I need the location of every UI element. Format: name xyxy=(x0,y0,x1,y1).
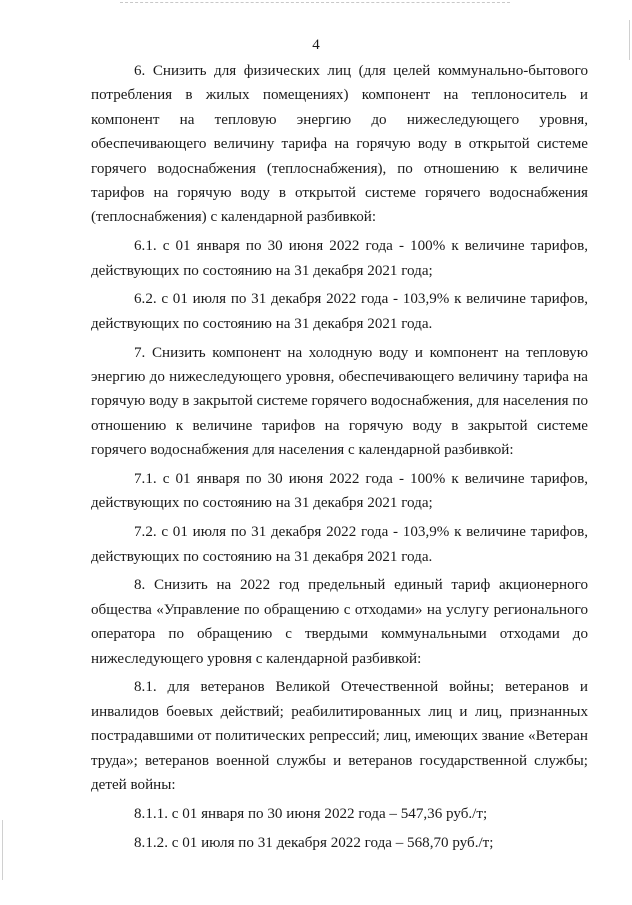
left-edge-mark xyxy=(2,820,3,880)
paragraph-6: 6. Снизить для физических лиц (для целей коммунально-бытового потребления в жилых помещениях) компонент на теплоноситель и компонент на тепловую энергию до нижеследующего уровня, обеспечивающего величину тарифа на горячую воду в открытой системе горячего водоснабжения (теплоснабжения), по отношению к величине тарифов на горячую воду в открытой системе горячего водоснабжения (теплоснабжения) с календарной разбивкой: xyxy=(91,63,588,226)
paragraph-8-1-1: 8.1.1. с 01 января по 30 июня 2022 года – 547,36 руб./т; xyxy=(134,805,488,822)
paragraph-7-1: 7.1. с 01 января по 30 июня 2022 года - 100% к величине тарифов, действующих по состоянию на 31 декабря 2021 года; xyxy=(91,471,588,512)
page-number: 4 xyxy=(312,37,320,53)
paragraph-8-1: 8.1. для ветеранов Великой Отечественной войны; ветеранов и инвалидов боевых действий; реабилитированных лиц и лиц, признанных пострадавшими от политических репрессий; лиц, имеющих звание «Ветеран труда»; ветеранов военной службы и ветеранов государственной службы; детей войны: xyxy=(91,679,588,794)
paragraph-8: 8. Снизить на 2022 год предельный единый тариф акционерного общества «Управление по обращению с отходами» на услугу регионального оператора по обращению с твердыми коммунальными отходами до нижеследующего уровня с календарной разбивкой: xyxy=(91,577,588,667)
paragraph-8-1-2: 8.1.2. с 01 июля по 31 декабря 2022 года – 568,70 руб./т; xyxy=(134,834,494,851)
top-edge-rule xyxy=(120,2,510,3)
paragraph-6-2: 6.2. с 01 июля по 31 декабря 2022 года - 103,9% к величине тарифов, действующих по состоянию на 31 декабря 2021 года. xyxy=(91,291,588,332)
paragraph-6-1: 6.1. с 01 января по 30 июня 2022 года - 100% к величине тарифов, действующих по состоянию на 31 декабря 2021 года; xyxy=(91,238,588,279)
paragraph-7-2: 7.2. с 01 июля по 31 декабря 2022 года - 103,9% к величине тарифов, действующих по состоянию на 31 декабря 2021 года. xyxy=(91,524,588,565)
document-body xyxy=(91,59,588,855)
paragraph-7: 7. Снизить компонент на холодную воду и компонент на тепловую энергию до нижеследующего уровня, обеспечивающего величину тарифа на горячую воду в закрытой системе горячего водоснабжения, для населения по отношению к величине тарифов на горячую воду в закрытой системе горячего водоснабжения для населения с календарной разбивкой: xyxy=(91,344,588,459)
